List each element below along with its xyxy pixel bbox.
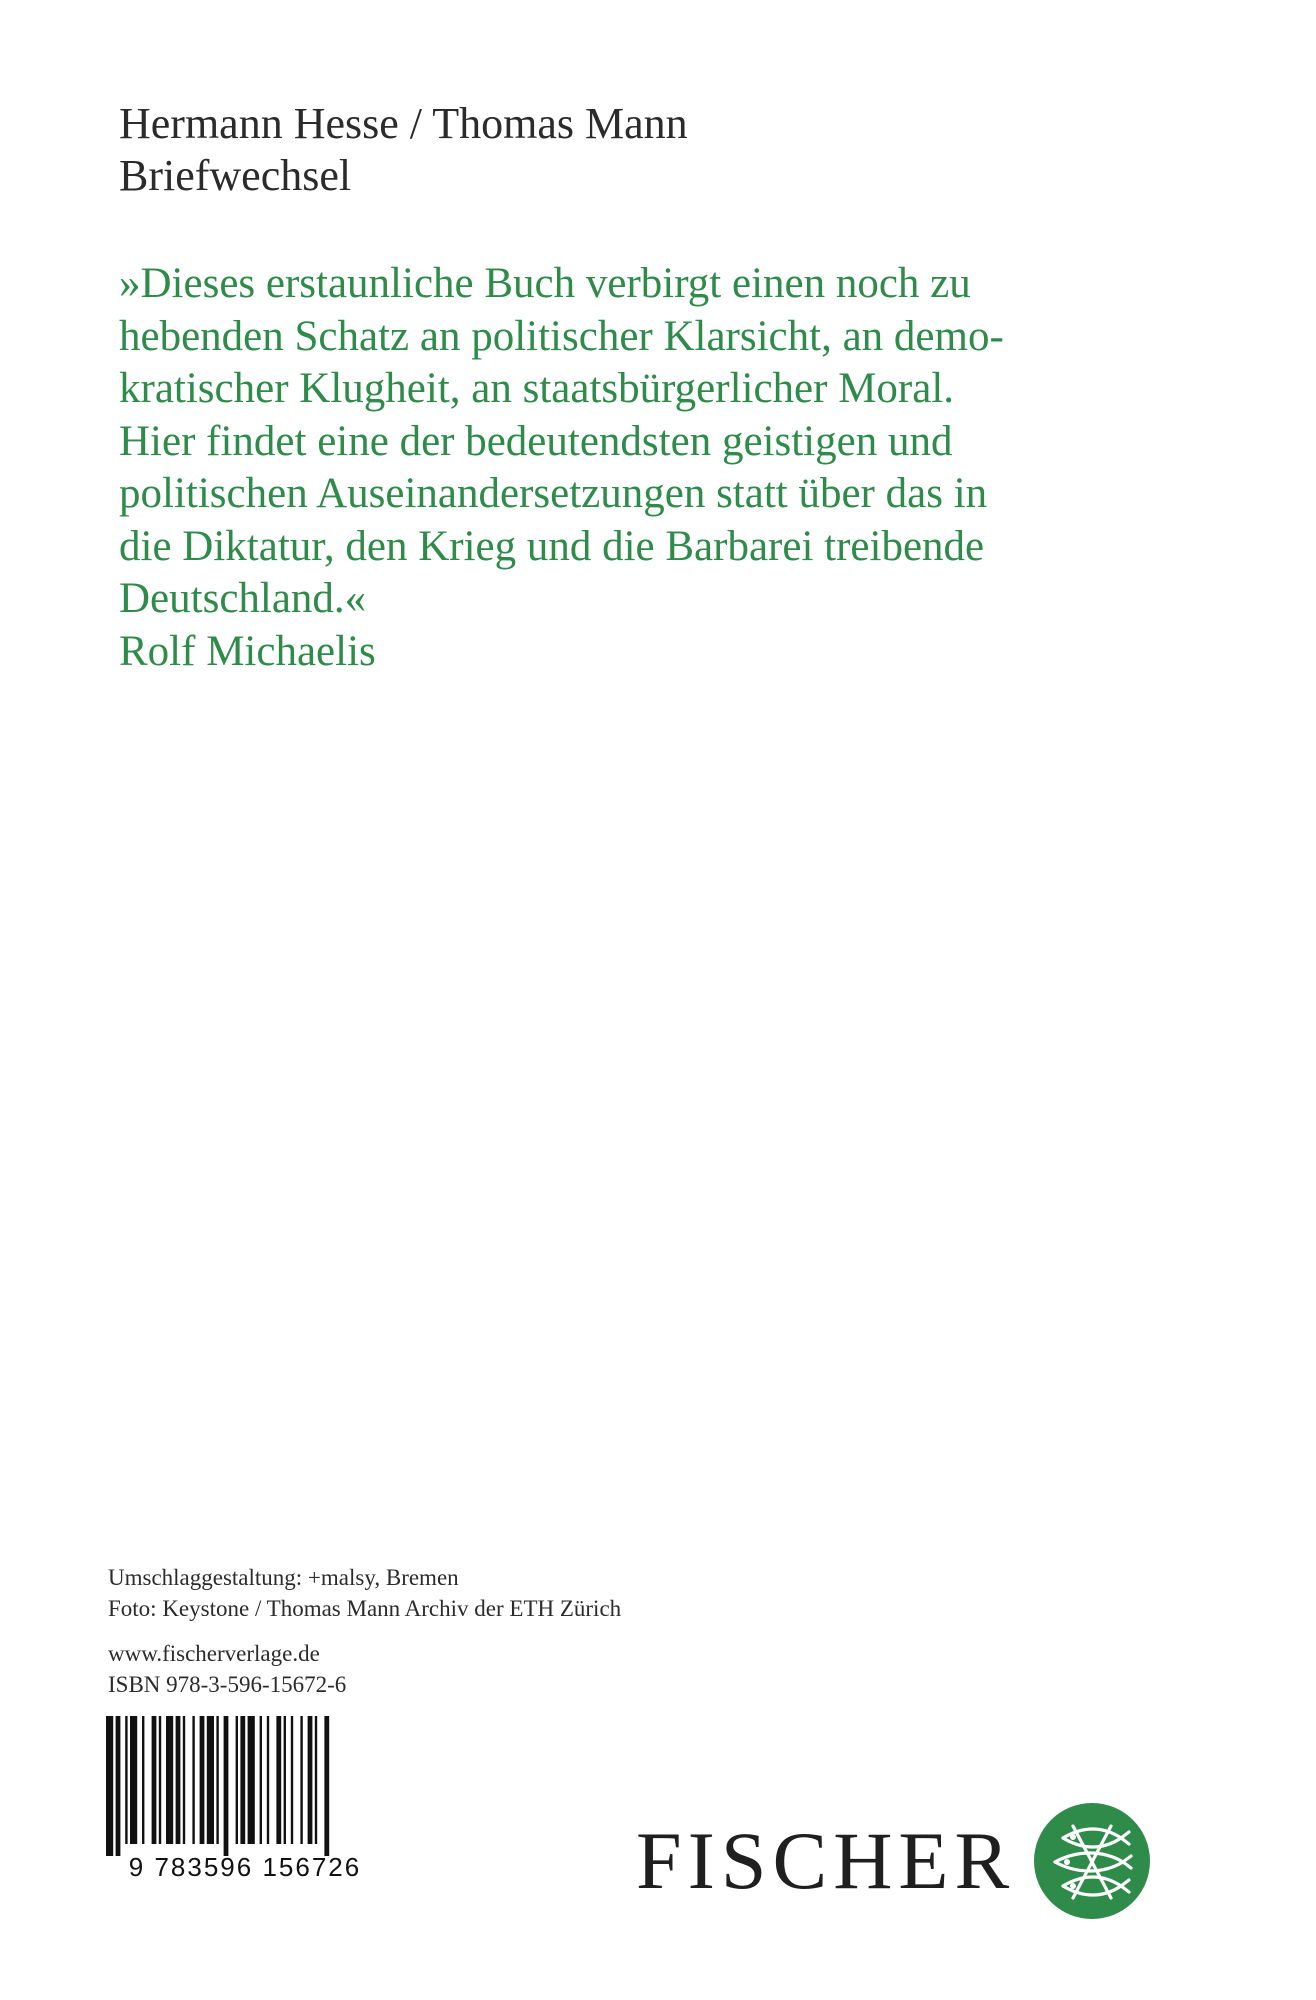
barcode-bar bbox=[192, 1716, 194, 1844]
barcode-bar bbox=[159, 1716, 161, 1844]
isbn-number: ISBN 978-3-596-15672-6 bbox=[108, 1672, 347, 1697]
authors-line: Hermann Hesse / Thomas Mann bbox=[119, 99, 688, 148]
barcode-bar bbox=[166, 1716, 173, 1844]
barcode-bar bbox=[207, 1716, 214, 1844]
quote-line: hebenden Schatz an politischer Klarsicht, an demo- bbox=[119, 312, 1004, 360]
barcode-bar bbox=[240, 1716, 245, 1844]
book-title: Briefwechsel bbox=[119, 151, 352, 200]
barcode-bar bbox=[176, 1716, 181, 1844]
barcode-bar bbox=[300, 1716, 302, 1844]
barcode-bar bbox=[284, 1716, 286, 1844]
quote-line: politischen Auseinandersetzungen statt über das in bbox=[119, 470, 988, 517]
quote-line: Deutschland.« bbox=[119, 575, 367, 622]
publisher-name: FISCHER bbox=[636, 1815, 1016, 1906]
barcode-bar bbox=[106, 1716, 113, 1856]
barcode-bar bbox=[116, 1716, 121, 1856]
barcode-bar bbox=[267, 1716, 269, 1844]
barcode-bar bbox=[236, 1716, 238, 1844]
barcode-bar bbox=[291, 1716, 293, 1844]
fischer-fish-logo-icon bbox=[1033, 1802, 1151, 1920]
design-credit: Umschlaggestaltung: +malsy, Bremen bbox=[108, 1565, 459, 1590]
barcode-bar bbox=[216, 1716, 218, 1844]
quote-line: Hier findet eine der bedeutendsten geistigen und bbox=[119, 417, 953, 465]
barcode-graphic bbox=[104, 1716, 386, 1882]
barcode-bar bbox=[276, 1716, 281, 1844]
blurb-quote bbox=[119, 258, 1239, 678]
publisher-mark bbox=[636, 1802, 1151, 1920]
credits-block bbox=[108, 1562, 621, 1700]
barcode-bar bbox=[308, 1716, 313, 1844]
barcode-bar bbox=[200, 1716, 205, 1844]
quote-line: kratischer Klugheit, an staatsbürgerlicher Moral. bbox=[119, 365, 955, 412]
barcode-bar bbox=[224, 1716, 229, 1856]
barcode-bar bbox=[324, 1716, 329, 1856]
barcode-bar bbox=[248, 1716, 255, 1844]
photo-credit: Foto: Keystone / Thomas Mann Archiv der ETH Zürich bbox=[108, 1596, 622, 1621]
barcode-bar bbox=[315, 1716, 317, 1844]
barcode-bar bbox=[260, 1716, 262, 1844]
quote-author: Rolf Michaelis bbox=[119, 627, 376, 675]
barcode-bar bbox=[183, 1716, 185, 1844]
barcode-bar bbox=[152, 1716, 157, 1844]
isbn-barcode bbox=[104, 1716, 386, 1882]
barcode-bar bbox=[125, 1716, 127, 1844]
barcode-bar bbox=[142, 1716, 144, 1844]
barcode-bars bbox=[106, 1716, 329, 1856]
quote-line: »Dieses erstaunliche Buch verbirgt einen noch zu bbox=[119, 260, 971, 307]
barcode-digits: 9 783596 156726 bbox=[128, 1852, 362, 1882]
quote-line: die Diktatur, den Krieg und die Barbarei treibende bbox=[119, 522, 985, 570]
barcode-bar bbox=[130, 1716, 137, 1844]
publisher-website: www.fischerverlage.de bbox=[108, 1641, 320, 1666]
title-block bbox=[119, 98, 688, 202]
